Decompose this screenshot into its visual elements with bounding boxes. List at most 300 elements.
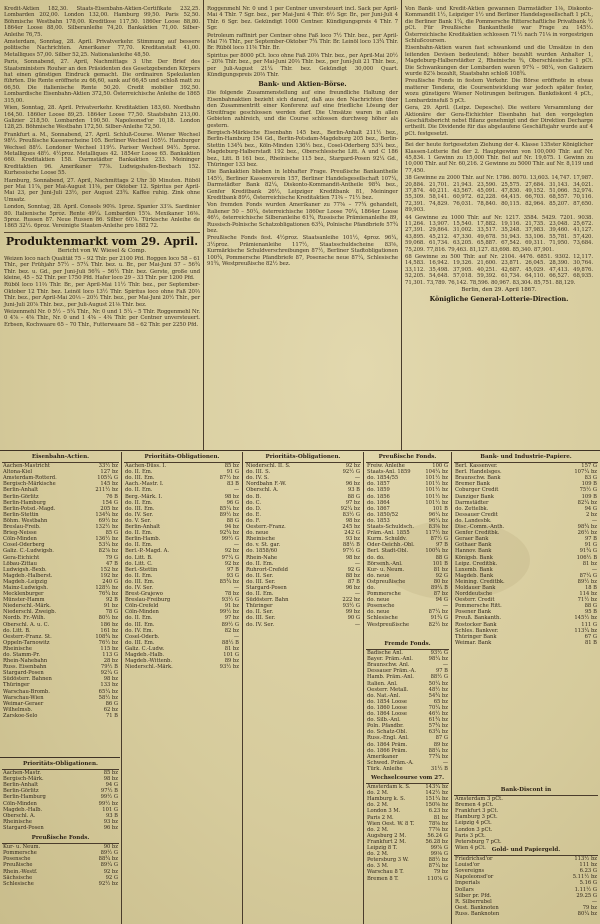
column-2 [207, 6, 398, 452]
security-name: Bremer Bank [455, 481, 490, 488]
security-quote: 136½ bz [95, 536, 118, 543]
table-preussische-fonds [366, 453, 449, 637]
security-name: do. Stamm-Pr. [3, 652, 41, 658]
security-name: do. II. Em. [125, 530, 153, 537]
security-name: do. 2 M. [367, 802, 389, 809]
security-name: Imperials [455, 880, 480, 887]
security-quote: 87½ bz [219, 475, 239, 482]
security-quote: 93 G [226, 572, 239, 579]
security-quote: 101 G [223, 652, 239, 658]
security-name: Rhein-Nahebahn [3, 658, 48, 665]
security-quote: 101½ bz [425, 487, 448, 494]
security-quote: 240 G [102, 578, 118, 585]
col3-lottery-text [405, 142, 593, 286]
article-paragraph: Kredit-Aktien 182,30. Staats-Eisenbahn-Aktien-Certifikate 232,25. Lombarden 202,00. London 132,00. Hamburg 99,50. Paris 52,50. Böhmische Westbahn 178,00. Kreditlose 117,50. 1860er Loose 88,80. 1864er Loose 88,00. Silberanleihe 74,20. Bankaktien 71,00. Silber-Anleihe 76,75. [4, 6, 200, 38]
security-quote: — [591, 566, 597, 573]
security-name: Hamb. Präm.-Anl. [367, 674, 414, 681]
security-name: do. 1857 [367, 481, 390, 488]
security-quote: 98 bz [103, 776, 118, 783]
security-name: Poln. Pfandbr. [367, 723, 404, 730]
security-quote: 88½ B [342, 542, 360, 549]
security-quote: — [354, 475, 360, 482]
security-name: Bremen 4 pCt. [455, 802, 494, 809]
security-name: Danziger Bank [455, 493, 494, 500]
security-quote: — [591, 517, 597, 524]
security-name: do. 3 M. [367, 863, 389, 870]
security-quote: 92 bz [103, 868, 118, 875]
security-name: Rhein.-Westf. [3, 868, 38, 875]
security-name: do. 1866 Präm. [367, 747, 408, 754]
article-paragraph: Petroleum raffinirt per Centner ohne Faß loco 7½ Thlr. bez., per April-Mai 7⅓ Thlr., per September-Oktober 7¾ Thlr. Br. Leinöl loco 13¾ Thlr. Br. Rüböl loco 11⅚ Thlr. Br. [207, 32, 398, 52]
table-row [366, 674, 449, 680]
security-name: Aachen-Düss. I. [125, 463, 167, 470]
table-row [245, 622, 361, 628]
table-row [366, 622, 449, 628]
security-name: Breslau-Freib. [3, 524, 41, 531]
security-name: Galiz. C.-Ludwigsb. [3, 548, 54, 555]
security-name: Niederschl.-Märk. [125, 664, 173, 671]
security-quote: 101½ bz [425, 475, 448, 482]
security-name: do. 1864 Präm. [367, 741, 408, 748]
security-quote: 96¼ bz [428, 511, 448, 518]
table-bank-industrie [454, 453, 598, 783]
article-paragraph: London, Sonntag, 28. April. Consols 90⅝. 1proz. Spanier 33⅞. Sardinier 80. Italienische 5proz. Rente 49¼. Lombarden 15⅞. Mexikaner 16⅜. 5proz. Russen 87. Neue Russen 86. Silber 60⅞. Türkische Anleihe de 1865 32½. 6proz. Vereinigte Staaten-Anleihe pro 1882 72. [4, 204, 200, 230]
lottery-direction: Königliche General-Lotterie-Direction. [429, 295, 569, 304]
security-name: Nordbahn F.-W. [246, 481, 287, 488]
security-name: Genfer Creditbk. [455, 530, 500, 537]
security-quote: 92 bz [224, 560, 239, 567]
security-quote: 134¾ bz [95, 511, 118, 518]
security-quote: 90 G [347, 615, 360, 622]
security-quote: 101½ bz [425, 481, 448, 488]
security-quote: 92½ G [342, 469, 360, 476]
security-name: Niederschl. Zweigb. [3, 609, 57, 616]
security-quote: 91 bz [224, 603, 239, 610]
security-name: Cosel-Oderberg [3, 542, 45, 549]
security-quote: 145½ bz [574, 615, 597, 622]
security-name: Berlin-Görlitz [3, 493, 39, 500]
security-quote: 82 bz [224, 627, 239, 634]
security-name: Cöln-Minden [125, 609, 159, 616]
security-quote: 47 B [105, 560, 118, 567]
security-name: Rheinische [246, 536, 275, 543]
security-quote: 150⅝ bz [425, 802, 448, 809]
security-name: Löbau-Zittau [3, 560, 37, 567]
security-name: Cöln-Crefeld [125, 603, 159, 610]
security-quote: 2 bz [585, 511, 597, 518]
column-rule [121, 452, 122, 924]
security-name: Berg.-Märk. I. [125, 493, 163, 500]
security-name: Oberschl. A. u. C. [3, 621, 50, 628]
security-quote: 75½ G [579, 487, 597, 494]
security-quote: 87¼ G [579, 572, 597, 579]
security-quote: 98 bz [345, 554, 360, 561]
security-name: do. 2 M. [367, 826, 389, 833]
security-quote: 79½ B [100, 664, 118, 671]
security-name: Berlin-Anhalt [3, 782, 39, 789]
security-name: do. Litt. B. [3, 627, 31, 634]
security-quote: 88 G [226, 517, 239, 524]
security-name: Augsburg 2 M. [367, 832, 407, 839]
security-name: Pommersche Ritt. [455, 603, 502, 610]
table-row [366, 687, 449, 693]
security-quote: 91 G [584, 542, 597, 549]
security-name: Präm.-Anl. 1855 [367, 530, 410, 537]
security-name: Amsterdam 3 pCt. [455, 796, 503, 803]
security-name: do. IV. Ser. [246, 621, 275, 628]
security-quote: 128½ bz [95, 584, 118, 591]
security-quote: 113 G [102, 652, 118, 658]
security-quote: 97 B [435, 542, 448, 549]
table-row [2, 770, 119, 777]
security-quote: 101 G [102, 806, 118, 813]
security-name: Aachen-Mastr. [3, 770, 41, 777]
security-name: Geraer Bank [455, 536, 489, 543]
table-heading: Gold- und Papiergeld. [454, 846, 598, 856]
security-quote: 91¾ G [430, 615, 448, 622]
security-name: Hamburg 3 pCt. [455, 814, 498, 821]
security-name: Frankfurt 2 M. [367, 838, 407, 845]
table-row [366, 876, 449, 882]
security-name: Weimar. Bank [455, 639, 492, 646]
security-name: Dollars [455, 886, 474, 893]
security-quote: 80 bz [433, 578, 448, 585]
security-name: Oesterr. Metall. [367, 686, 409, 693]
security-quote: 89 bz [433, 741, 448, 748]
security-quote: 78⅝ bz [428, 820, 448, 827]
security-quote: 88 bz [345, 572, 360, 579]
security-name: Warschau-Wien [3, 694, 44, 701]
security-quote: 96 bz [345, 584, 360, 591]
security-name: Berl.-P.-Magd. A. [125, 548, 170, 555]
produktenmarkt-headline: Produktenmarkt vom 29. April. [5, 234, 199, 248]
security-quote: 91 G [226, 469, 239, 476]
security-name: Brest-Grajewo [125, 591, 163, 598]
security-name: Amsterdam k. S. [367, 784, 411, 791]
security-name: Aachen-Mastricht [3, 463, 50, 470]
security-name: Leipz. Creditbk. [455, 560, 498, 567]
security-quote: 26½ bz [577, 530, 597, 537]
security-quote: 80½ bz [98, 615, 118, 622]
security-name: Petersburg 3 W. [367, 857, 409, 864]
security-quote: 93 B [347, 487, 360, 494]
security-quote: 89 bz [224, 658, 239, 665]
security-quote: 81 bz [224, 645, 239, 652]
security-name: Oesterr.-Franz. [246, 524, 286, 531]
security-name: Rostocker Bank [455, 621, 497, 628]
security-name: do. II. Em. [246, 591, 274, 598]
security-name: do. III. Ser. [246, 578, 276, 585]
security-quote: 58½ bz [98, 694, 118, 701]
security-quote: 81 bz [582, 560, 597, 567]
security-name: do. III. Em. [125, 505, 155, 512]
security-name: Freiw. Anleihe [367, 463, 405, 470]
table-row [454, 911, 598, 917]
security-name: do. 1853 [367, 517, 390, 524]
security-name: Louisd'or [455, 862, 480, 869]
security-name: Ostpreußische [367, 578, 406, 585]
security-name: do. II. Ser. [246, 572, 274, 579]
security-quote: — [233, 487, 239, 494]
security-name: London 3 pCt. [455, 826, 493, 833]
security-name: do. Landesbk. [455, 517, 492, 524]
security-quote: 152 bz [100, 566, 118, 573]
security-name: Amerikaner [367, 753, 399, 760]
security-quote: 92¾ bz [219, 530, 239, 537]
security-name: Berl. Handelsges. [455, 469, 502, 476]
security-name: Pommersche [3, 850, 37, 857]
security-quote: — [233, 542, 239, 549]
security-quote: 89¼ B [430, 584, 448, 591]
security-quote: 87 G [435, 735, 448, 742]
security-name: Südösterr. Bahnen [3, 676, 52, 683]
security-quote: 104¼ bz [425, 469, 448, 476]
security-name: Kur- u. Neum. [3, 844, 41, 851]
security-quote: 93 bz [103, 818, 118, 825]
security-name: Rhein-Nahe [246, 554, 278, 561]
security-quote: 92 G [435, 572, 448, 579]
security-quote: 92 bz [345, 463, 360, 470]
security-quote: 81 bz [433, 814, 448, 821]
security-name: Italien. Anl. [367, 680, 398, 687]
security-quote: 91¾ G [579, 548, 597, 555]
table-heading: Bank- und Industrie-Papiere. [454, 453, 598, 463]
security-quote: 93½ G [342, 603, 360, 610]
security-quote: 88¼ bz [428, 747, 448, 754]
security-quote: 88 G [584, 603, 597, 610]
security-name: Wilhelmsb. [3, 706, 33, 713]
security-name: do. II. Em. [125, 499, 153, 506]
security-quote: 242 G [344, 530, 360, 537]
article-paragraph: Amsterdam, Sonntag, 28. April. Privatverkehr. Stimmung auf bessere politische Nachrichten. Amerikaner 77,70. Kreditanstalt 41,00. Metalliques 57,00. Silber 52,25. Nationalanleihe 48,50. [4, 39, 200, 58]
security-name: Stargard-Posen [3, 670, 44, 677]
security-name: do. IV. Ser. [125, 584, 154, 591]
security-quote: 92 B [105, 597, 118, 604]
article-paragraph: Bei der heute fortgesetzten Ziehung der 4. Klasse 135ster Königlicher Klassen-Lotterie fiel der 2. Hauptgewinn von 100,000 Thlr. auf Nr. 45,834. 1 Gewinn zu 15,000 Thlr. fiel auf Nr. 19,675. 1 Gewinn zu 10,000 Thlr. auf Nr. 60,216. 2 Gewinne zu 5000 Thlr. auf Nr. 8,119 und 77,450. [405, 142, 593, 174]
security-name: Preuß. Bankanth. [455, 615, 502, 622]
security-quote: 97 B [584, 536, 597, 543]
security-quote: 117½ bz [425, 530, 448, 537]
security-quote: 53¼ bz [98, 542, 118, 549]
security-name: Frankfurt 3 pCt. [455, 808, 499, 815]
security-name: Staats-Anl. 1859 [367, 469, 411, 476]
security-name: Bergisch-Märkische [3, 481, 56, 488]
security-quote: 65 bz [433, 698, 448, 705]
security-name: Meining. Creditbk. [455, 578, 505, 585]
table-fremde-fonds [366, 640, 449, 770]
security-name: Schlesische [367, 615, 398, 622]
security-name: Galiz. C.-Ludw. [125, 645, 165, 652]
table-row [366, 735, 449, 741]
security-quote: 80¼ bz [577, 910, 597, 917]
security-quote: 99⅞ G [430, 845, 448, 852]
security-quote: 5.11½ bz [572, 874, 597, 881]
security-name: do. B. [246, 493, 262, 500]
security-quote: 28 bz [103, 658, 118, 665]
security-name: do. 1864 [367, 499, 390, 506]
security-name: Schwed. Präm.-A. [367, 759, 414, 766]
article-paragraph: Bergisch-Märkische Eisenbahn 145 bez., Berlin-Anhalt 211½ bez., Berlin-Hamburg 154 Gd., Berlin-Potsdam-Magdeburg 205 bez., Berlin-Stettin 134¾ bez., Köln-Minden 136½ bez., Cosel-Oderberg 53¼ bez., Magdeburg-Halberstadt 192 bez., Oberschlesische Litt. A und C 186 bez., Litt. B 161 bez., Rheinische 115 bez., Stargard-Posen 92¼ Gd., Thüringer 133 bez. [207, 129, 398, 168]
article-paragraph: Weizen loco nach Qualität 75 – 92 Thlr. per 2100 Pfd. Roggen loco 58 – 61 Thlr., per Frühjahr 57½ – 57¼ Thlr. bez. u. Br., per Mai-Juni 57 – 56¾ Thlr. bez. u. Gd., per Juni-Juli 56¾ – 56½ Thlr. bez. Gerste, große und kleine, 45 – 52 Thlr. per 1750 Pfd. Hafer loco 29 – 33 Thlr. per 1200 Pfd. [4, 255, 200, 282]
security-name: Nordb. Fr.-Wilh. [3, 615, 46, 622]
security-quote: 89½ bz [219, 511, 239, 518]
security-quote: 93½ G [430, 650, 448, 657]
security-quote: 93½ bz [219, 664, 239, 671]
security-quote: 85¾ bz [219, 578, 239, 585]
security-name: Niederschl. II. S. [246, 463, 291, 470]
security-quote: — [354, 560, 360, 567]
article-paragraph: Von fremden Fonds wurden Amerikaner zu 77⅝ – 77¾ gehandelt, Italiener 50 – 50¼, österreichische 1860er Loose 70¼, 1864er Loose 46½, österreichische Silberanleihe 61¾, Russische Prämienanleihe 89, Russisch-Polnische Schatzobligationen 63¾, Polnische Pfandbriefe 57¾ bez. [207, 202, 398, 234]
security-quote: 95 B [584, 609, 597, 616]
security-quote: 89½ G [100, 850, 118, 857]
security-quote: 31½ B [430, 765, 448, 772]
security-quote: 93 B [105, 812, 118, 819]
col1-market-reports [4, 6, 200, 230]
security-name: Rheinische [3, 645, 32, 652]
security-name: Zarskoe-Selo [3, 712, 38, 719]
security-name: Russ.-Engl. Anl. [367, 735, 409, 742]
security-quote: 94 G [435, 597, 448, 604]
security-quote: 62 bz [103, 706, 118, 713]
security-quote: 83 B [226, 481, 239, 488]
security-quote: 88 G [347, 493, 360, 500]
security-name: Königsb. Bank [455, 554, 493, 561]
security-quote: 89¼ G [100, 862, 118, 869]
security-name: R. Silberrubel [455, 898, 492, 905]
security-quote: 79 bz [433, 869, 448, 876]
security-quote: 76¾ bz [98, 591, 118, 598]
security-quote: 6.23 G [579, 868, 597, 875]
table-row [366, 766, 449, 772]
security-name: Pommersche [367, 591, 401, 598]
security-quote: 67 G [584, 633, 597, 640]
security-quote: — [442, 662, 448, 669]
security-name: do. neue [246, 530, 269, 537]
security-name: Russ. Eisenbahn [3, 664, 47, 671]
security-quote: 6.23 bz [428, 808, 448, 815]
article-paragraph: Eisenbahn-Aktien waren fast schwankend und die Umsätze in den leitenden Devisen bedeutend; höher bezahlt wurden Anhalter 1, Magdeburg-Halberstädter 2, Rheinische ¾, Oberschlesische 1 pCt. Die Schwankungen der Lombarden waren 97¾ – 98¼, von Galiziern wurde 82⅞ bezahlt, Staatsbahn schloß 108¾. [405, 45, 593, 78]
security-name: Kur- u. Neum. [367, 566, 405, 573]
security-name: do. C. [246, 499, 262, 506]
security-name: Coburger Credit [455, 487, 499, 494]
security-name: Westpreußische [367, 621, 410, 628]
security-quote: 145 bz [100, 481, 118, 488]
security-quote: 86 G [105, 700, 118, 707]
security-quote: 186 bz [100, 621, 118, 628]
column-rule [242, 452, 243, 924]
security-name: do. [367, 584, 376, 591]
security-quote: 106½ B [576, 554, 597, 561]
security-name: Preußische [3, 862, 33, 869]
security-name: do. III. Em. [125, 621, 155, 628]
security-quote: 127 bz [100, 469, 118, 476]
security-name: Moldauer Bank [455, 584, 496, 591]
security-name: Braunschw. Anl. [367, 662, 410, 669]
article-paragraph: Hamburg, Sonnabend, 27. April, Nachmittags 2 Uhr 30 Minuten. Rüböl per Mai 11⅞, per Mai-August 11⅝, per Oktober 12. Spiritus per April-Mai 23, per Juni-Juli 23½, per August 23¾. Kaffee ruhig. Zink ohne Umsatz. [4, 177, 200, 203]
col2-grain-text [207, 6, 398, 78]
security-quote: — [354, 591, 360, 598]
security-name: Magdeb.-Halb. [125, 652, 165, 658]
security-name: London 3 M. [367, 808, 401, 815]
table-row [2, 825, 119, 831]
security-name: do. 1854 Loose [367, 698, 407, 705]
security-quote: 56.28 bz [425, 838, 448, 845]
security-quote: 97¼ G [221, 554, 239, 561]
article-paragraph: Rüböl loco 11⅔ Thlr. Br., per April-Mai 11½ Thlr. bez., per September-Oktober 12 Thlr. bez. Leinöl loco 13½ Thlr. Spiritus loco ohne Faß 20⅔ Thlr. bez., per April-Mai 20⅓ – 20½ Thlr. bez., per Mai-Juni 20½ Thlr., per Juni-Juli 20⅞ Thlr. bez., per Juli-August 21⅛ Thlr. bez. [4, 282, 200, 308]
security-quote: 96 G [226, 499, 239, 506]
security-name: Bayer. Präm.-Anl. [367, 656, 413, 663]
security-name: Berlin-Hamburg [3, 499, 46, 506]
security-quote: 33½ bz [98, 463, 118, 470]
table-heading: Prioritäts-Obligationen. [245, 453, 361, 463]
security-quote: 93 bz [345, 536, 360, 543]
security-quote: 88¾ bz [98, 856, 118, 863]
security-quote: 99 bz [345, 609, 360, 616]
security-quote: 99½ G [100, 794, 118, 801]
security-quote: 245 bz [342, 524, 360, 531]
security-name: do. 1860 Loose [367, 704, 407, 711]
divider [4, 232, 200, 233]
security-name: Breslau-Freiburg [125, 597, 171, 604]
article-paragraph: Paris, Sonnabend, 27. April, Nachmittags 3 Uhr. Der Brief des Staatsministers Rouher an den Präsidenten des Gesetzgebenden Körpers hat einen günstigen Eindruck gemacht. Die ordinairen Spekulanten führten. Die Rente eröffnete zu 66,60, sank auf 66,45 und schloß matt zu 66,50. Die italienische Rente 50,20. Credit mobilier 392,50. Lombardische Eisenbahn-Aktien 372,50. Österreichische Anleihe de 1865 315,00. [4, 59, 200, 104]
security-quote: 93½ G [221, 597, 239, 604]
security-name: Dessauer Präm.-A. [367, 668, 416, 675]
security-quote: 110⅞ G [427, 875, 448, 882]
security-name: do. neue [367, 572, 390, 579]
table-heading: Preußische Fonds. [366, 453, 449, 463]
security-name: do. Litt. C. [125, 560, 153, 567]
security-quote: 89½ bz [577, 578, 597, 585]
security-name: Sächsische [3, 874, 33, 881]
security-name: do. neue [367, 609, 390, 616]
security-name: Bergisch-Märk. [3, 776, 44, 783]
table-heading: Prioritäts-Obligationen. [124, 453, 240, 463]
table-row [454, 856, 598, 863]
security-quote: 222 bz [342, 597, 360, 604]
security-name: Schlesische [3, 880, 34, 887]
table-row [2, 713, 119, 719]
security-name: do. Litt. B. [125, 554, 153, 561]
security-name: do. III. Em. [125, 578, 155, 585]
article-paragraph: Spiritus per 8000 pCt. loco ohne Faß 20⅔ Thlr. bez., per April-Mai 20½ – 20⅝ Thlr. bez., per Mai-Juni 20⅔ Thlr. bez., per Juni-Juli 21 Thlr. bez., per Juli-August 21¼ Thlr. bez. Gekündigt 30,000 Quart. Kündigungspreis 20⅔ Thlr. [207, 52, 398, 79]
security-name: do. III. Em. [125, 475, 155, 482]
article-paragraph: Die Bankaktien blieben in lebhafter Frage. Preußische Bankantheile 145½, Berliner Kassenverein 157, Berliner Handelsgesellschaft 107¼, Darmstädter Bank 82¼, Diskonto-Kommandit-Antheile 98¾ bez., Genfer Kreditbank 26½, Leipziger Kreditbank 81, Meininger Kreditbank 89½, Österreichische Kreditaktien 71⅜ – 71½ bez. [207, 169, 398, 201]
security-quote: 88½ G [430, 674, 448, 681]
security-quote: 50¼ bz [428, 680, 448, 687]
security-quote: 113¼ bz [574, 627, 597, 634]
security-quote: 96 bz [345, 481, 360, 488]
column-rule [203, 0, 204, 450]
security-name: do. 2 M. [367, 851, 389, 858]
security-name: do. 1859 [367, 487, 390, 494]
security-quote: 81 B [584, 639, 597, 646]
security-name: Wien 4 pCt. [455, 844, 486, 851]
security-quote: 82½ bz [428, 621, 448, 628]
security-name: do. II. Em. [125, 615, 153, 622]
security-name: Türk. Anleihe [367, 765, 403, 772]
security-name: do. do. [367, 554, 385, 561]
security-name: do. 1864 Loose [367, 711, 407, 718]
security-quote: — [233, 633, 239, 640]
table-prioritaets-3 [2, 760, 119, 924]
security-quote: 71 B [105, 712, 118, 719]
security-quote: 154 G [102, 499, 118, 506]
security-name: Südösterr. Bahn [246, 597, 289, 604]
security-name: Berl. Kassenver. [455, 463, 498, 470]
table-prioritaets-2 [245, 453, 361, 924]
security-quote: 56.24 G [427, 832, 448, 839]
security-name: Paris 3 pCt. [455, 832, 486, 839]
